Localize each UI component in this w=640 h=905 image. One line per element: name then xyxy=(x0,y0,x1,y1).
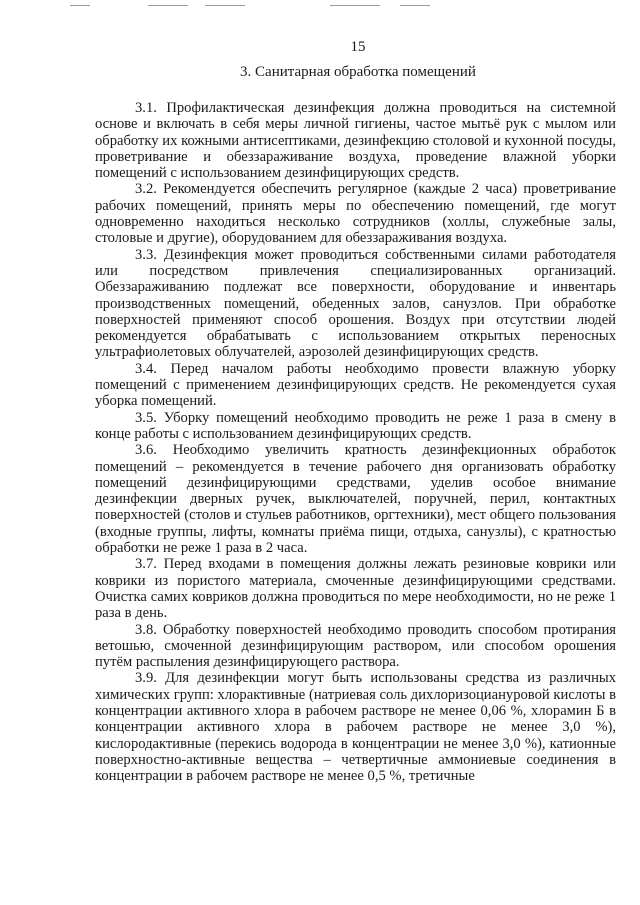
paragraph-3-6: 3.6. Необходимо увеличить кратность дезинфекционных обработок помещений – рекомендуется в течение рабочего дня организовать обработку помещений дезинфицирующими средствами, уделив особое внимание дезинфекции дверных ручек, выключателей, поручней, перил, контактных поверхностей (столов и стульев работников, оргтехники), мест общего пользования (входные группы, лифты, комнаты приёма пищи, отдыха, санузлы), с кратностью обработки не реже 1 раза в 2 часа. xyxy=(95,442,616,557)
paragraph-3-5: 3.5. Уборку помещений необходимо проводить не реже 1 раза в смену в конце работы с использованием дезинфицирующих средств. xyxy=(95,409,616,442)
paragraph-3-2: 3.2. Рекомендуется обеспечить регулярное (каждые 2 часа) проветривание рабочих помещений, принять меры по обеспечению помещений, где могут одновременно находиться несколько сотрудников (холлы, служебные залы, столовые и другие), оборудованием для обеззараживания воздуха. xyxy=(95,181,616,247)
paragraph-3-9: 3.9. Для дезинфекции могут быть использованы средства из различных химических групп: хлорактивные (натриевая соль дихлоризоциануровой кислоты в концентрации активного хлора в рабочем растворе не менее 0,06 %, хлорамин Б в концентрации активного хлора в рабочем растворе не менее 3,0 %), кислородактивные (перекись водорода в концентрации не менее 3,0 %), катионные поверхностно-активные вещества – четвертичные аммониевые соединения в концентрации в рабочем растворе не менее 0,5 %, третичные xyxy=(95,670,616,785)
paragraph-3-3: 3.3. Дезинфекция может проводиться собственными силами работодателя или посредством привлечения специализированных организаций. Обеззараживанию подлежат все поверхности, оборудование и инвентарь производственных помещений, обеденных залов, санузлов. При обработке поверхностей применяют способ орошения. Воздух при отсутствии людей рекомендуется обрабатывать с использованием открытых переносных ультрафиолетовых облучателей, аэрозолей дезинфицирующих средств. xyxy=(95,246,616,361)
scan-artifact xyxy=(205,5,245,6)
scan-artifact xyxy=(148,5,188,6)
scan-artifact xyxy=(70,5,90,6)
section-title: 3. Санитарная обработка помещений xyxy=(240,64,476,80)
paragraph-3-7: 3.7. Перед входами в помещения должны лежать резиновые коврики или коврики из пористого материала, смоченные дезинфицирующими средствами. Очистка самих ковриков должна проводиться по мере необходимости, но не реже 1 раза в день. xyxy=(95,556,616,622)
scan-artifact xyxy=(400,5,430,6)
paragraph-3-8: 3.8. Обработку поверхностей необходимо проводить способом протирания ветошью, смоченной дезинфицирующим раствором, или способом орошения путём распыления дезинфицирующего раствора. xyxy=(95,621,616,671)
paragraph-3-1: 3.1. Профилактическая дезинфекция должна проводиться на системной основе и включать в себя меры личной гигиены, частое мытьё рук с мылом или обработку их кожными антисептиками, дезинфекцию столовой и кухонной посуды, проветривание и обеззараживание воздуха, проведение влажной уборки помещений с использованием дезинфицирующих средств. xyxy=(95,100,616,182)
scan-artifact xyxy=(330,5,380,6)
page-number: 15 xyxy=(350,39,366,55)
paragraph-3-4: 3.4. Перед началом работы необходимо провести влажную уборку помещений с применением дезинфицирующих средств. Не рекомендуется сухая уборка помещений. xyxy=(95,360,616,410)
body-text xyxy=(95,100,616,784)
